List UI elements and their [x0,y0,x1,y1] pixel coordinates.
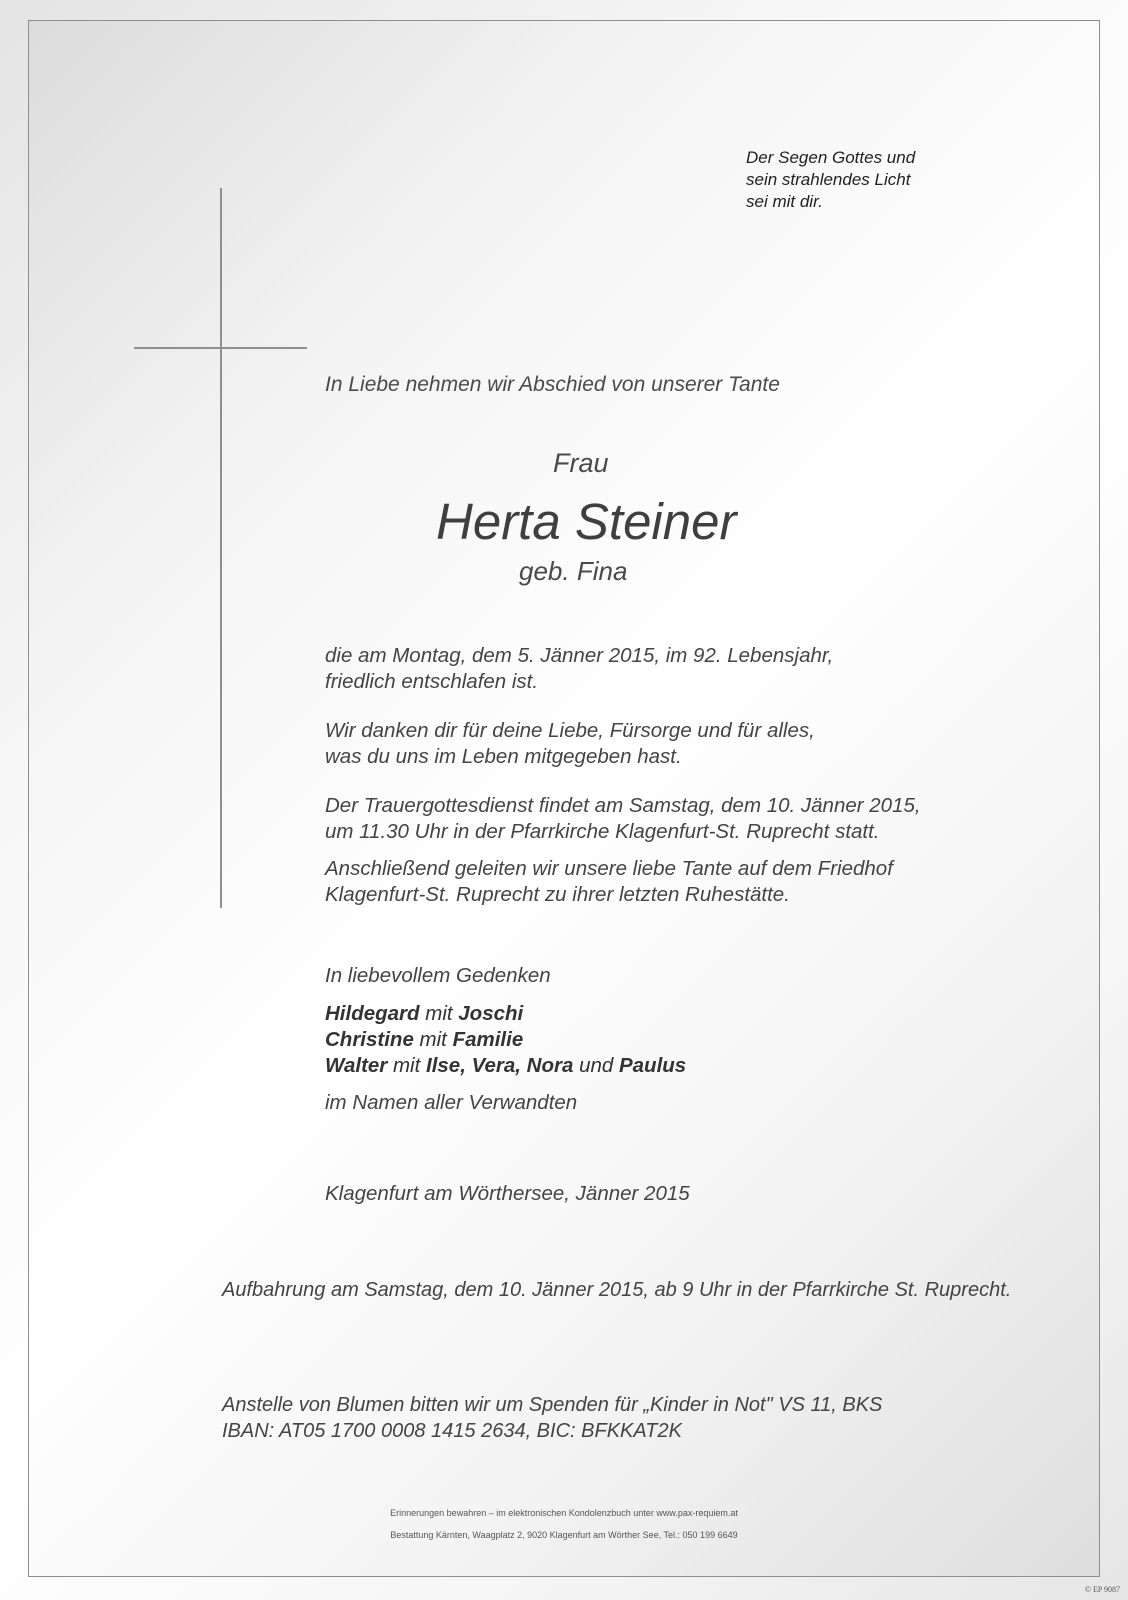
burial-paragraph [325,856,893,908]
deceased-title: Frau [553,448,609,478]
mourner-connector: und [573,1054,619,1077]
death-paragraph [325,643,833,695]
mourners-closing: im Namen aller Verwandten [325,1091,578,1114]
donation-line: Anstelle von Blumen bitten wir um Spenden für „Kinder in Not" VS 11, BKS [222,1394,883,1416]
paragraph-line: um 11.30 Uhr in der Pfarrkirche Klagenfurt-St. Ruprecht statt. [325,820,880,843]
mourner-line [325,1027,686,1053]
paragraph-line: was du uns im Leben mitgegeben hast. [325,745,682,768]
mourners-list [325,1001,686,1079]
paragraph-line: die am Montag, dem 5. Jänner 2015, im 92. Lebensjahr, [325,644,834,667]
place-date: Klagenfurt am Wörthersee, Jänner 2015 [325,1182,690,1205]
mourner-name: Paulus [618,1054,687,1077]
donation-notice [222,1392,882,1444]
footer-address: Bestattung Kärnten, Waagplatz 2, 9020 Klagenfurt am Wörther See, Tel.: 050 199 6649 [390,1530,738,1540]
blessing-motto [746,147,915,213]
mourner-name: Christine [325,1028,414,1051]
paragraph-line: Anschließend geleiten wir unsere liebe Tante auf dem Friedhof [325,857,893,880]
service-paragraph [325,793,921,845]
motto-line: Der Segen Gottes und [746,148,916,167]
mourner-name: Walter [325,1054,388,1077]
mourner-connector: mit [419,1002,459,1025]
reference-code: © EP 9087 [1084,1585,1120,1594]
mourner-name: Familie [452,1028,524,1051]
mourner-name: Ilse, Vera, Nora [426,1054,574,1077]
motto-line: sein strahlendes Licht [746,170,911,189]
cross-icon-horizontal [134,347,307,349]
paragraph-line: Der Trauergottesdienst findet am Samstag, dem 10. Jänner 2015, [325,794,921,817]
thanks-paragraph [325,718,815,770]
mourners-heading: In liebevollem Gedenken [325,964,551,987]
footer-condolence: Erinnerungen bewahren – im elektronischen Kondolenzbuch unter www.pax-requiem.at [390,1508,738,1518]
viewing-notice: Aufbahrung am Samstag, dem 10. Jänner 2015, ab 9 Uhr in der Pfarrkirche St. Ruprecht. [222,1279,1012,1301]
motto-line: sei mit dir. [746,192,823,211]
mourner-line [325,1001,686,1027]
mourner-connector: mit [387,1054,426,1077]
donation-line: IBAN: AT05 1700 0008 1415 2634, BIC: BFKKAT2K [222,1420,682,1442]
mourner-connector: mit [413,1028,453,1051]
deceased-name: Herta Steiner [436,493,737,550]
deceased-maiden-name: geb. Fina [519,556,628,586]
mourner-line [325,1053,686,1079]
cross-icon-vertical [220,188,222,908]
paragraph-line: Wir danken dir für deine Liebe, Fürsorge und für alles, [325,719,815,742]
mourner-name: Hildegard [325,1002,420,1025]
paragraph-line: friedlich entschlafen ist. [325,670,539,693]
paragraph-line: Klagenfurt-St. Ruprecht zu ihrer letzten Ruhestätte. [325,883,790,906]
intro-text: In Liebe nehmen wir Abschied von unserer Tante [325,373,780,396]
mourner-name: Joschi [458,1002,524,1025]
